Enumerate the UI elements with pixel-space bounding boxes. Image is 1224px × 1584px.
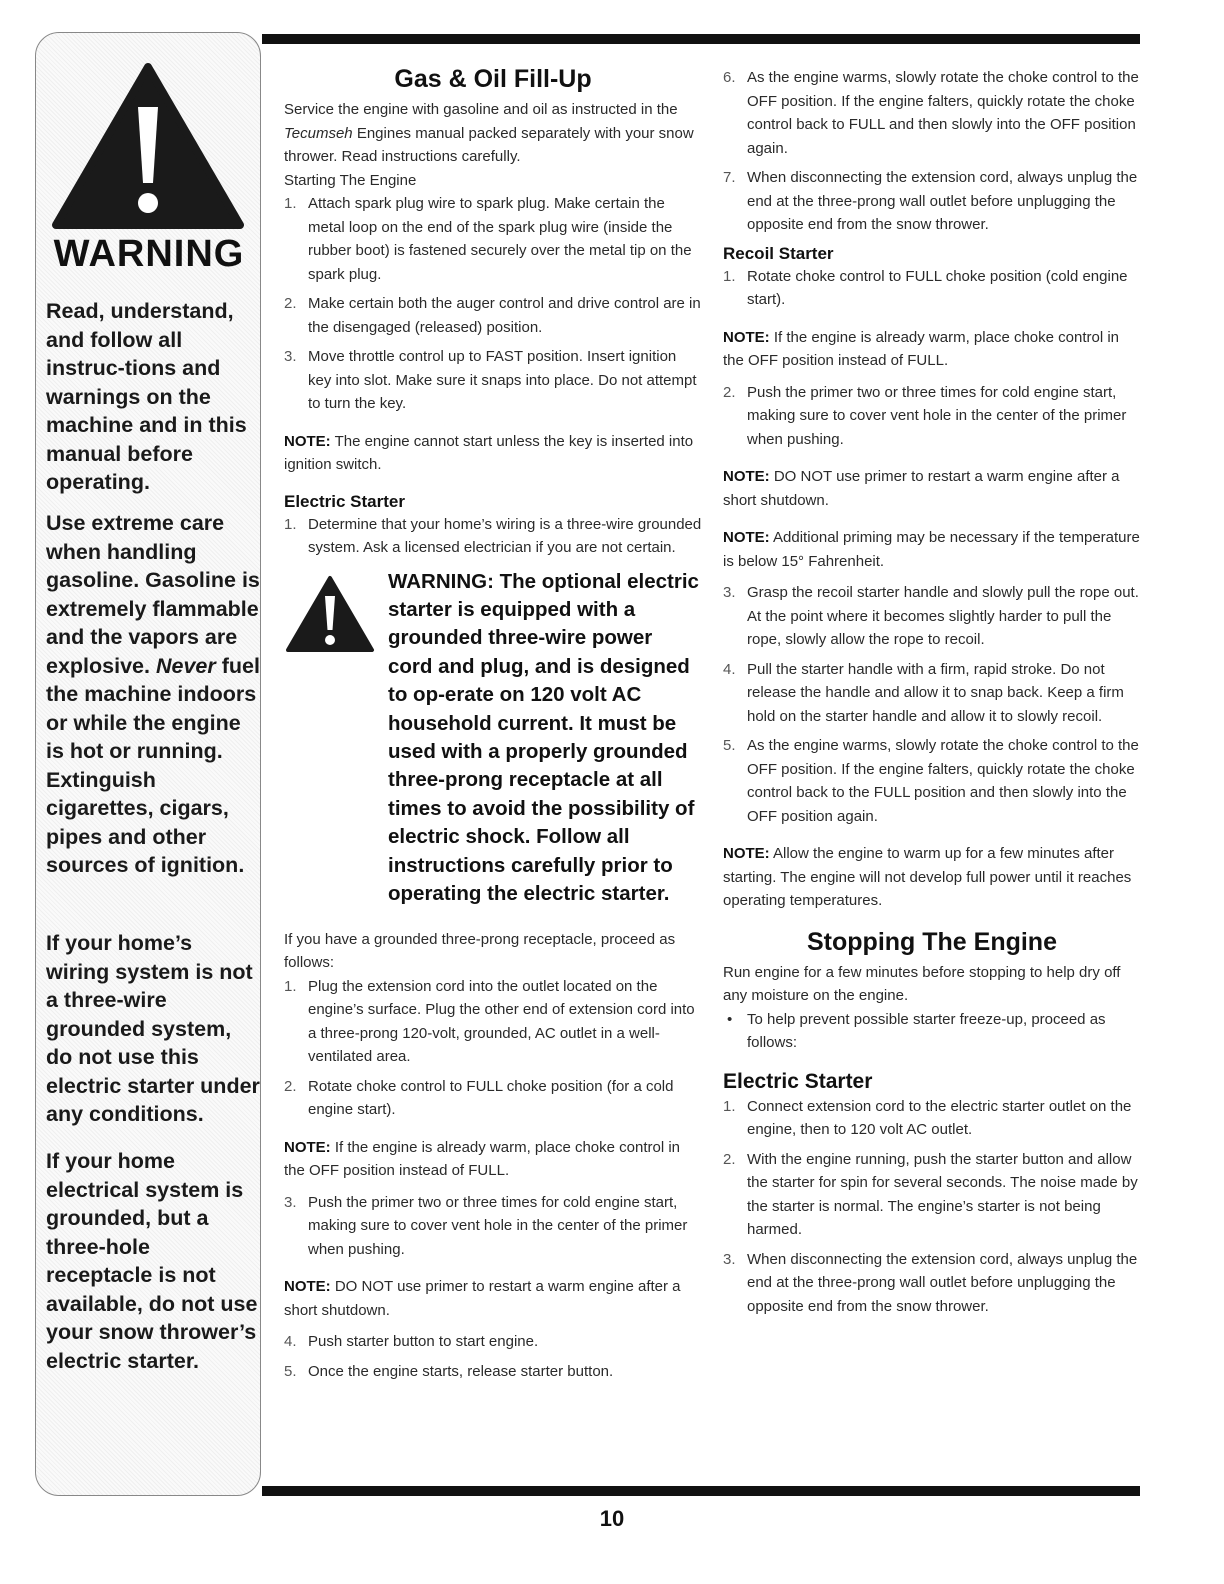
list-item: 1. Attach spark plug wire to spark plug. Make certain the metal loop on the end of the spark plug wire (inside the rubber boot) is fastened securely over the metal tip on the spark plug. [284,195,692,283]
list-item: 2. Rotate choke control to FULL choke position (for a cold engine start). [284,1077,674,1118]
recoil-steps [723,581,1141,828]
list-item: 3. When disconnecting the extension cord, always unplug the end at the three-prong wall outlet before unplugging the opposite end from the snow thrower. [723,1250,1138,1315]
list-item: 5. Once the engine starts, release starter button. [284,1362,614,1380]
list-item: 1. Plug the extension cord into the outlet located on the engine’s surface. Plug the other end of extension cord into a three-prong 120-volt, grounded, AC outlet in a well-ventilated area. [284,977,695,1065]
stopping-bullets [723,1008,1141,1055]
list-item: 2. Make certain both the auger control and drive control are in the disengaged (released) position. [284,295,701,336]
electric-warning-text: WARNING: The optional electric starter is equipped with a grounded three-wire power cord and plug, and is designed to op-erate on 120 volt AC household current. It must be used with a properly grounded three-prong receptacle at all times to avoid the possibility of electric shock. Follow all instructions carefully prior to operating the electric starter. [388,569,699,905]
sidebar-paragraph-receptacle: If your home electrical system is grounded, but a three-hole receptacle is not available, do not use your snow thrower’s electric starter. [46,1149,258,1373]
stopping-steps [723,1095,1141,1319]
note-choke: NOTE: If the engine is already warm, place choke control in the OFF position instead of FULL. [284,1138,681,1179]
note-primer: NOTE: DO NOT use primer to restart a warm engine after a short shutdown. [284,1278,681,1319]
sidebar-paragraph-read: Read, understand, and follow all instruc-tions and warnings on the machine and in this manual before operating. [46,299,247,494]
note-warm-up: NOTE: Allow the engine to warm up for a few minutes after starting. The engine will not develop full power until it reaches operating temperatures. [723,845,1132,909]
electric-steps-intro [284,513,702,560]
list-item: 6. As the engine warms, slowly rotate the choke control to the OFF position. If the engine falters, quickly rotate the choke control back to FULL and then slowly into the OFF position again. [723,69,1139,157]
note-priming-temperature: NOTE: Additional priming may be necessary if the temperature is below 15° Fahrenheit. [723,529,1140,570]
column-right [723,66,1141,1324]
electric-warning-block [284,568,702,928]
list-item: 1. Connect extension cord to the electric starter outlet on the engine, then to 120 volt AC outlet. [723,1097,1132,1138]
page-number: 10 [599,1506,625,1531]
section-title-stopping: Stopping The Engine [807,927,1057,956]
sidebar-title: WARNING [53,233,245,275]
list-item: 4. Pull the starter handle with a firm, rapid stroke. Do not release the handle and allow it to snap back. Keep a firm hold on the starter handle and allow it to slowly recoil. [723,660,1124,725]
list-item: 7. When disconnecting the extension cord, always unplug the end at the three-prong wall outlet before unplugging the opposite end from the snow thrower. [723,169,1138,233]
warning-triangle-icon [284,574,376,654]
subheading-electric-starter: Electric Starter [284,491,405,511]
recoil-steps-intro [723,265,1141,312]
electric-steps-primer [284,1191,702,1262]
list-item: 2. With the engine running, push the starter button and allow the starter for spin for several seconds. The noise made by the starter is normal. The engine’s starter is not being harmed. [723,1150,1138,1238]
list-item: 4. Push starter button to start engine. [284,1333,539,1350]
intro-paragraph: Service the engine with gasoline and oil as instructed in the Tecumseh Engines manual packed separately with your snow thrower. Read instructions carefully. [284,101,694,165]
column-left [284,64,702,1389]
list-item: 2. Push the primer two or three times for cold engine start, making sure to cover vent hole in the center of the primer when pushing. [723,383,1127,448]
stopping-intro: Run engine for a few minutes before stopping to help dry off any moisture on the engine. [723,963,1121,1004]
starting-steps [284,192,702,416]
note-primer: NOTE: DO NOT use primer to restart a warm engine after a short shutdown. [723,468,1120,509]
warning-sidebar [35,32,261,1496]
electric-steps [284,975,702,1122]
list-item: 1. Determine that your home’s wiring is a three-wire grounded system. Ask a licensed electrician if you are not certain. [284,515,702,556]
recoil-steps-primer [723,381,1141,452]
warning-triangle-icon [50,61,246,231]
section-title-gas-oil: Gas & Oil Fill-Up [394,65,592,93]
list-item: • To help prevent possible starter freeze-up, proceed as follows: [727,1010,1106,1051]
note-key: NOTE: The engine cannot start unless the key is inserted into ignition switch. [284,432,694,473]
list-item: 3. Move throttle control up to FAST position. Insert ignition key into slot. Make sure it snaps into place. Do not attempt to turn the key. [284,348,697,412]
bottom-rule [262,1486,1140,1496]
proceed-paragraph: If you have a grounded three-prong receptacle, proceed as follows: [284,930,676,971]
electric-steps-final [284,1330,702,1383]
subheading-electric-starter-stop: Electric Starter [723,1069,873,1093]
sidebar-paragraph-gasoline: Use extreme care when handling gasoline. Gasoline is extremely flammable and the vapors are explosive. Never fuel the machine indoors or while the engine is hot or running. Extinguish cigarettes, cigars, pipes and other sources of ignition. [46,511,260,877]
top-rule [262,34,1140,44]
starting-heading: Starting The Engine [284,171,417,189]
note-choke: NOTE: If the engine is already warm, place choke control in the OFF position instead of FULL. [723,328,1120,369]
list-item: 5. As the engine warms, slowly rotate the choke control to the OFF position. If the engine falters, quickly rotate the choke control back to the FULL position and then slowly into the OFF position again. [723,737,1139,825]
electric-steps-continued [723,66,1141,237]
subheading-recoil-starter: Recoil Starter [723,243,834,263]
list-item: 3. Push the primer two or three times for cold engine start, making sure to cover vent hole in the center of the primer when pushing. [284,1193,688,1258]
list-item: 1. Rotate choke control to FULL choke position (cold engine start). [723,267,1128,308]
sidebar-paragraph-wiring: If your home’s wiring system is not a three-wire grounded system, do not use this electric starter under any conditions. [46,931,260,1126]
list-item: 3. Grasp the recoil starter handle and slowly pull the rope out. At the point where it becomes slightly harder to pull the rope, slowly allow the rope to recoil. [723,584,1139,648]
